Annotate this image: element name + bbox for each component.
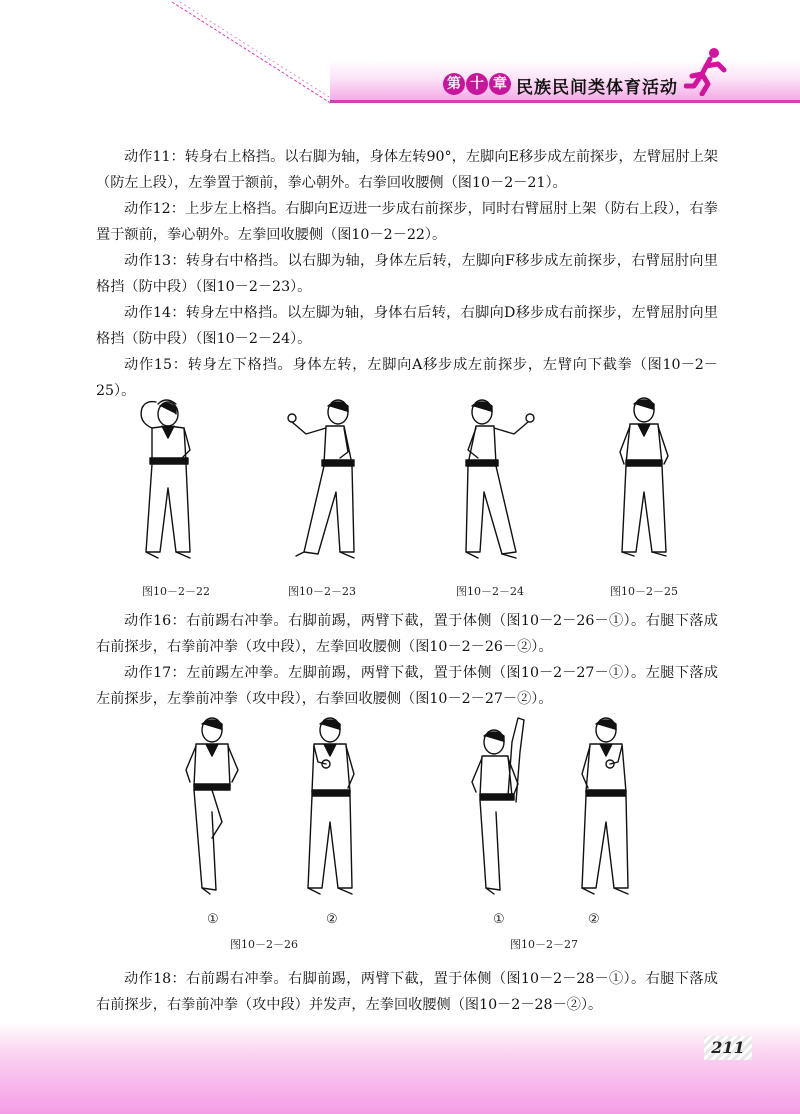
paragraph-action-12: 动作12：上步左上格挡。右脚向E迈进一步成右前探步，同时右臂屈肘上架（防右上段），右拳置于额前，拳心朝外。左拳回收腰侧（图10－2－22）。 bbox=[96, 201, 718, 243]
sub-figure-label: ① bbox=[493, 912, 505, 927]
figure-caption: 图10－2－24 bbox=[456, 585, 524, 598]
figure-10-2-27-1 bbox=[462, 712, 542, 897]
figure-caption: 图10－2－27 bbox=[510, 938, 578, 951]
header-underline bbox=[330, 100, 800, 103]
chapter-title: 民族民间类体育活动 bbox=[516, 78, 678, 98]
sub-figure-label: ② bbox=[326, 912, 338, 927]
figure-10-2-26-2 bbox=[292, 712, 372, 897]
page-number: 211 bbox=[704, 1036, 752, 1060]
figure-10-2-26-1 bbox=[172, 712, 252, 897]
paragraph-action-11: 动作11：转身右上格挡。以右脚为轴，身体左转90°，左脚向E移步成左前探步，左臂屈肘上架（防左上段），左拳置于额前，拳心朝外。右拳回收腰侧（图10－2－21）。 bbox=[96, 149, 718, 191]
paragraph-action-17: 动作17：左前踢左冲拳。左脚前踢，两臂下截，置于体侧（图10－2－27－①）。左腿下落成左前探步，左拳前冲拳（攻中段），右拳回收腰侧（图10－2－27－②）。 bbox=[96, 665, 718, 707]
figure-caption: 图10－2－25 bbox=[610, 585, 678, 598]
chapter-char: 第 bbox=[443, 73, 465, 95]
figure-10-2-23 bbox=[282, 392, 372, 567]
chapter-badge bbox=[443, 72, 512, 96]
sub-figure-label: ① bbox=[207, 912, 219, 927]
chapter-char: 章 bbox=[489, 73, 511, 95]
footer-band bbox=[0, 1022, 800, 1114]
figure-10-2-24 bbox=[450, 392, 540, 567]
figure-caption: 图10－2－22 bbox=[142, 585, 210, 598]
figure-caption: 图10－2－23 bbox=[288, 585, 356, 598]
paragraph-action-13: 动作13：转身右中格挡。以右脚为轴，身体左后转，左脚向F移步成左前探步，右臂屈肘向里格挡（防中段）（图10－2－23）。 bbox=[96, 253, 718, 295]
figure-10-2-25 bbox=[612, 392, 682, 567]
figure-caption: 图10－2－26 bbox=[230, 938, 298, 951]
figure-10-2-22 bbox=[128, 392, 208, 567]
paragraph-action-15: 动作15：转身左下格挡。身体左转，左脚向A移步成左前探步，左臂向下截拳（图10－2－25）。 bbox=[96, 357, 718, 399]
paragraph-action-16: 动作16：右前踢右冲拳。右脚前踢，两臂下截，置于体侧（图10－2－26－①）。右腿下落成右前探步，右拳前冲拳（攻中段），左拳回收腰侧（图10－2－26－②）。 bbox=[96, 613, 718, 655]
chapter-char: 十 bbox=[466, 73, 488, 95]
paragraph-action-14: 动作14：转身左中格挡。以左脚为轴，身体右后转，右脚向D移步成右前探步，左臂屈肘向里格挡（防中段）（图10－2－24）。 bbox=[96, 305, 718, 347]
figure-10-2-27-2 bbox=[566, 712, 646, 897]
paragraph-action-18: 动作18：右前踢右冲拳。右脚前踢，两臂下截，置于体侧（图10－2－28－①）。右腿下落成右前探步，右拳前冲拳（攻中段）并发声，左拳回收腰侧（图10－2－28－②）。 bbox=[96, 971, 718, 1013]
sub-figure-label: ② bbox=[588, 912, 600, 927]
runner-icon bbox=[684, 46, 728, 96]
